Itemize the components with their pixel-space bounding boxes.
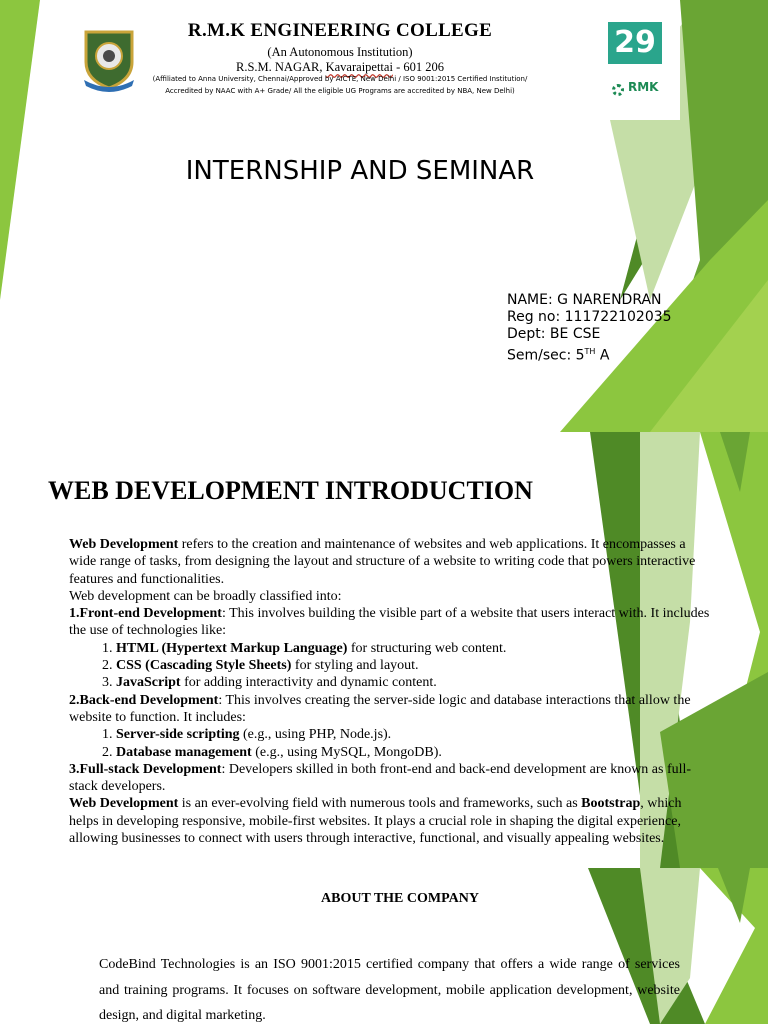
- classification-line: Web development can be broadly classified into:: [69, 588, 342, 604]
- closing-paragraph: [69, 795, 714, 847]
- college-address: [0, 60, 680, 75]
- item-text: for adding interactivity and dynamic content.: [180, 675, 437, 691]
- frontend-paragraph: [69, 605, 714, 640]
- sem-suffix: A: [595, 347, 610, 364]
- item-bold: CSS (Cascading Style Sheets): [116, 658, 292, 674]
- item-text: for styling and layout.: [291, 658, 419, 674]
- slide-title: [0, 0, 768, 432]
- item-text: (e.g., using PHP, Node.js).: [239, 727, 392, 743]
- badge-group-label: RMK: [628, 80, 659, 94]
- closing-bold1: Web Development: [69, 796, 179, 812]
- item-bold: JavaScript: [116, 675, 181, 691]
- student-reg: Reg no: 111722102035: [507, 309, 672, 325]
- address-suffix: - 601 206: [392, 60, 444, 74]
- closing-text2: , which helps in developing responsive, mobile-first websites. It plays a crucial role in shaping the digital experience, allowing businesses to connect with users through interactive, functional, and visually appealing websites.: [69, 796, 682, 847]
- list-item: [116, 674, 714, 691]
- college-affiliation-line1: (Affiliated to Anna University, Chennai/Approved by AICTE, New Delhi / ISO 9001:2015 Certified Institution/: [152, 75, 528, 83]
- college-name: R.M.K ENGINEERING COLLEGE: [187, 20, 493, 41]
- list-item: [116, 640, 714, 657]
- sem-sup: TH: [584, 347, 596, 356]
- intro-text: refers to the creation and maintenance of websites and web applications. It encompasses a wide range of tasks, from designing the layout and structure of a website to writing code that powers interactive features and functionalities.: [69, 537, 696, 587]
- address-prefix: R.S.M. NAGAR,: [236, 60, 326, 74]
- sem-prefix: Sem/sec: 5: [507, 347, 585, 364]
- intro-bold: Web Development: [69, 537, 179, 552]
- web-dev-body: [69, 536, 714, 847]
- item-text: for structuring web content.: [347, 640, 507, 656]
- college-affiliation-line2: Accredited by NAAC with A+ Grade/ All the eligible UG Programs are accredited by NBA, New Delhi): [165, 87, 515, 95]
- about-title: ABOUT THE COMPANY: [321, 891, 479, 906]
- fullstack-paragraph: [69, 761, 714, 796]
- backend-paragraph: [69, 692, 714, 727]
- closing-bold2: Bootstrap: [581, 796, 641, 812]
- item-text: (e.g., using MySQL, MongoDB).: [251, 744, 442, 760]
- fullstack-text: : Developers skilled in both front-end and back-end development are known as full-stack developers.: [69, 761, 692, 795]
- address-place: Kavaraipettai: [325, 60, 393, 74]
- backend-bold: 2.Back-end Development: [69, 692, 219, 708]
- student-name: NAME: G NARENDRAN: [507, 292, 662, 308]
- college-autonomous: (An Autonomous Institution): [267, 45, 413, 59]
- presentation-title: INTERNSHIP AND SEMINAR: [185, 156, 535, 186]
- list-item: [116, 657, 714, 674]
- backend-text: : This involves creating the server-side logic and database interactions that allow the website to function. It includes:: [69, 692, 691, 725]
- frontend-bold: 1.Front-end Development: [69, 606, 222, 622]
- item-bold: Database management: [116, 744, 252, 760]
- item-bold: Server-side scripting: [116, 727, 240, 743]
- badge-number: 29: [608, 22, 662, 64]
- closing-text1: is an ever-evolving field with numerous tools and frameworks, such as: [178, 796, 582, 812]
- student-dept: Dept: BE CSE: [507, 326, 601, 342]
- list-item: [116, 726, 714, 743]
- fullstack-bold: 3.Full-stack Development: [69, 761, 222, 777]
- student-sem: [507, 343, 672, 365]
- intro-paragraph: [69, 536, 714, 588]
- student-details: [507, 292, 672, 365]
- frontend-list: [69, 640, 714, 692]
- item-bold: HTML (Hypertext Markup Language): [116, 640, 348, 656]
- list-item: [116, 744, 714, 761]
- about-body: CodeBind Technologies is an ISO 9001:2015 certified company that offers a wide range of services and training programs. It focuses on software development, mobile application development, website design, and digital marketing.: [99, 957, 680, 1023]
- web-dev-title: WEB DEVELOPMENT INTRODUCTION: [48, 476, 533, 505]
- backend-list: [69, 726, 714, 761]
- frontend-text: : This involves building the visible part of a website that users interact with. It includes the use of technologies like:: [69, 606, 710, 639]
